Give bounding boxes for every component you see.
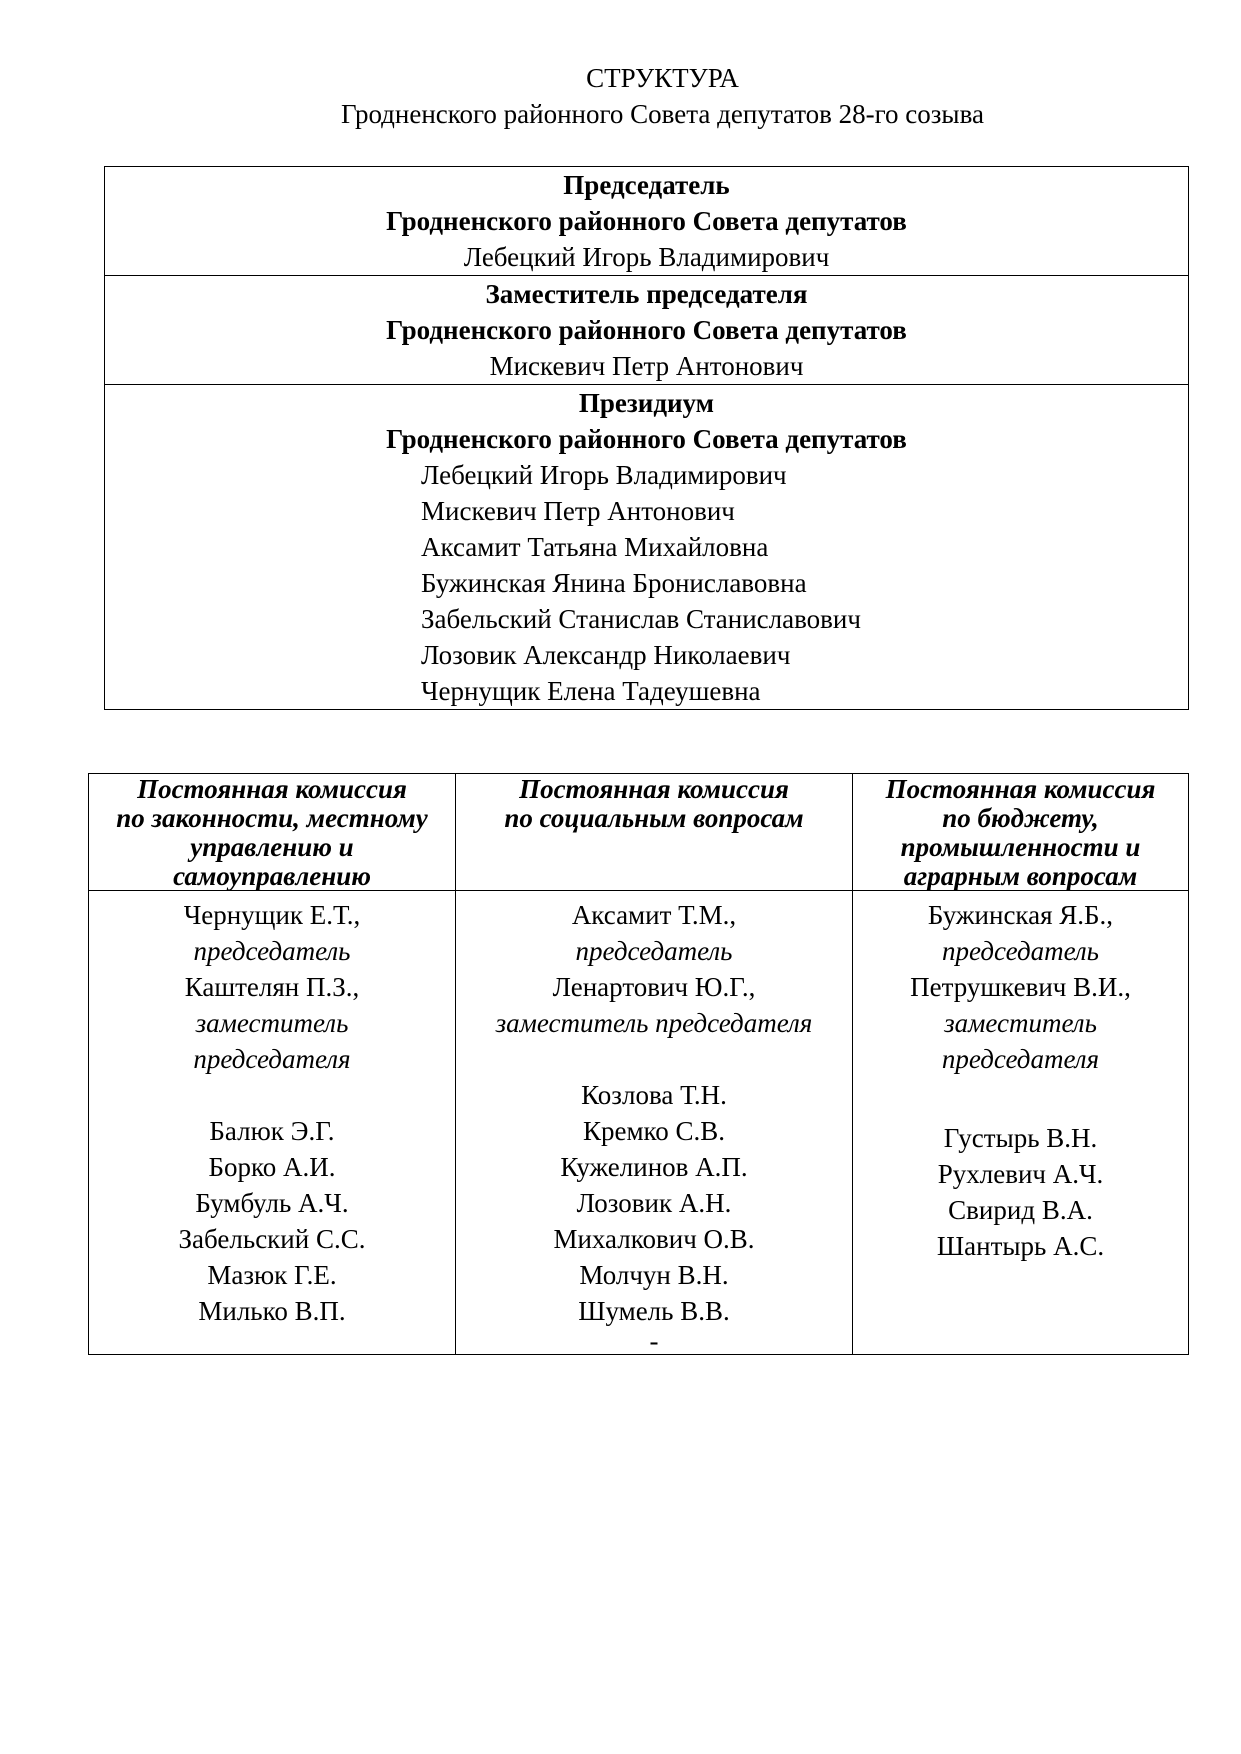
commission-social-members (456, 891, 853, 1354)
chairman-org: Гродненского районного Совета депутатов (386, 206, 907, 236)
member-name: Милько В.П. (198, 1296, 346, 1326)
deputy-section (105, 276, 1188, 385)
presidium-member: Лозовик Александр Николаевич (421, 640, 791, 670)
commission-budget-members (853, 891, 1188, 1354)
header-line: аграрным вопросам (903, 861, 1138, 891)
header-line: управлению и (190, 832, 354, 862)
deputy-chair-role: заместитель (944, 1008, 1097, 1038)
deputy-name: Мискевич Петр Антонович (489, 351, 804, 381)
document-subtitle: Гродненского районного Совета депутатов 28-го созыва (341, 99, 984, 129)
commission-budget-header (853, 774, 1188, 891)
chair-role: председатель (193, 936, 351, 966)
deputy-chair-name: Ленартович Ю.Г., (552, 972, 756, 1002)
header-line: Постоянная комиссия (885, 774, 1156, 804)
chair-name: Чернущик Е.Т., (183, 900, 361, 930)
member-name: Рухлевич А.Ч. (937, 1159, 1104, 1189)
header-line: по социальным вопросам (504, 803, 804, 833)
chairman-name: Лебецкий Игорь Владимирович (463, 242, 830, 272)
member-name: Кремко С.В. (582, 1116, 726, 1146)
header-line: Постоянная комиссия (519, 774, 789, 804)
presidium-members (105, 457, 1188, 709)
member-name: Борко А.И. (208, 1152, 336, 1182)
trailing-mark: - (649, 1326, 659, 1356)
member-name: Шумель В.В. (578, 1296, 730, 1326)
leadership-table (104, 166, 1189, 710)
commission-legality-members (89, 891, 456, 1354)
document-header (0, 60, 1241, 132)
chair-name: Бужинская Я.Б., (927, 900, 1114, 930)
commission-legality-header (89, 774, 456, 891)
chairman-title: Председатель (563, 170, 730, 200)
presidium-member: Забельский Станислав Станиславович (421, 604, 861, 634)
chairman-section (105, 167, 1188, 276)
member-name: Михалкович О.В. (553, 1224, 755, 1254)
member-name: Густырь В.Н. (943, 1123, 1098, 1153)
presidium-member: Аксамит Татьяна Михайловна (421, 532, 769, 562)
header-line: промышленности и (900, 832, 1141, 862)
deputy-chair-name: Каштелян П.З., (184, 972, 360, 1002)
header-line: самоуправлению (173, 861, 371, 891)
presidium-member: Чернущик Елена Тадеушевна (421, 676, 761, 706)
member-name: Молчун В.Н. (579, 1260, 729, 1290)
member-name: Кужелинов А.П. (560, 1152, 748, 1182)
deputy-chair-role: заместитель (195, 1008, 349, 1038)
member-name: Забельский С.С. (178, 1224, 366, 1254)
presidium-org: Гродненского районного Совета депутатов (386, 424, 907, 454)
header-line: Постоянная комиссия (137, 774, 407, 804)
commission-social-header (456, 774, 853, 891)
chair-role: председатель (942, 936, 1099, 966)
deputy-chair-name: Петрушкевич В.И., (910, 972, 1131, 1002)
spacer (456, 1041, 852, 1077)
member-name: Козлова Т.Н. (581, 1080, 727, 1110)
deputy-chair-role: председателя (941, 1044, 1100, 1074)
member-name: Мазюк Г.Е. (207, 1260, 337, 1290)
spacer (89, 1077, 455, 1113)
chair-role: председатель (575, 936, 733, 966)
deputy-chair-role: заместитель председателя (495, 1008, 813, 1038)
deputy-chair-role: председателя (193, 1044, 351, 1074)
member-name: Бумбуль А.Ч. (195, 1188, 349, 1218)
presidium-member: Бужинская Янина Брониславовна (421, 568, 807, 598)
header-line: по бюджету, (942, 803, 1099, 833)
member-name: Лозовик А.Н. (576, 1188, 732, 1218)
presidium-section (105, 385, 1188, 709)
member-name: Шантырь А.С. (936, 1231, 1105, 1261)
chair-name: Аксамит Т.М., (571, 900, 737, 930)
deputy-title: Заместитель председателя (485, 279, 808, 309)
spacer (853, 1077, 1188, 1120)
deputy-org: Гродненского районного Совета депутатов (386, 315, 907, 345)
presidium-title: Президиум (578, 388, 715, 418)
member-name: Свирид В.А. (948, 1195, 1093, 1225)
header-line: по законности, местному (116, 803, 428, 833)
document-title: СТРУКТУРА (586, 63, 739, 93)
member-name: Балюк Э.Г. (209, 1116, 335, 1146)
presidium-member: Лебецкий Игорь Владимирович (421, 460, 787, 490)
presidium-member: Мискевич Петр Антонович (421, 496, 735, 526)
commissions-table (88, 773, 1189, 1355)
